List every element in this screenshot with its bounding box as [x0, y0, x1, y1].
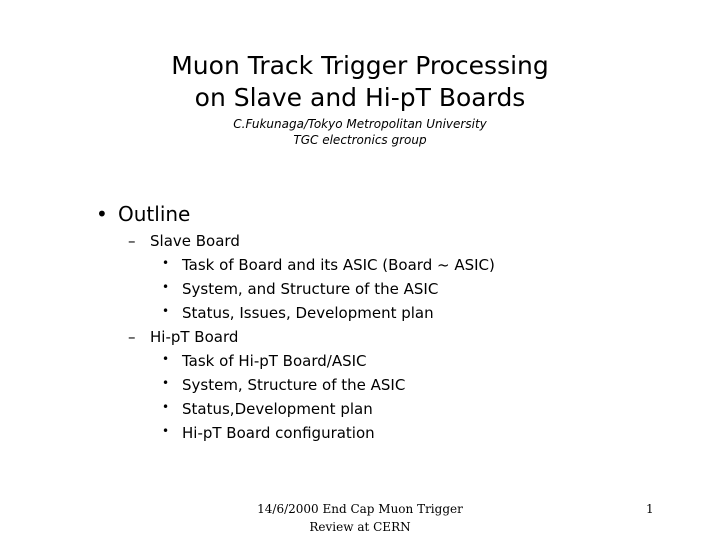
- footer-text: [240, 500, 480, 536]
- bullet-icon: •: [162, 256, 170, 270]
- bullet-icon: •: [162, 304, 170, 318]
- group-line: TGC electronics group: [293, 133, 427, 147]
- author-line: C.Fukunaga/Tokyo Metropolitan University: [233, 117, 487, 131]
- list-item-text: Status,Development plan: [182, 400, 373, 418]
- list-item-text: System, and Structure of the ASIC: [182, 280, 439, 298]
- bullet-icon: •: [96, 202, 108, 226]
- title-line-2: on Slave and Hi-pT Boards: [194, 83, 526, 112]
- list-item-text: System, Structure of the ASIC: [182, 376, 406, 394]
- bullet-icon: •: [162, 400, 170, 414]
- page-number: 1: [646, 502, 654, 516]
- dash-icon: –: [128, 232, 136, 250]
- outline-heading: Outline: [118, 202, 191, 226]
- bullet-icon: •: [162, 376, 170, 390]
- bullet-icon: •: [162, 352, 170, 366]
- bullet-icon: •: [162, 424, 170, 438]
- section-label: Hi-pT Board: [150, 328, 239, 346]
- title-line-1: Muon Track Trigger Processing: [171, 51, 549, 80]
- footer-line-2: Review at CERN: [309, 520, 411, 534]
- bullet-icon: •: [162, 280, 170, 294]
- list-item-text: Hi-pT Board configuration: [182, 424, 375, 442]
- list-item-text: Status, Issues, Development plan: [182, 304, 434, 322]
- list-item-text: Task of Board and its ASIC (Board ~ ASIC): [182, 256, 495, 274]
- footer-line-1: 14/6/2000 End Cap Muon Trigger: [257, 502, 463, 516]
- list-item-text: Task of Hi-pT Board/ASIC: [182, 352, 367, 370]
- dash-icon: –: [128, 328, 136, 346]
- title-block: [0, 50, 720, 148]
- section-label: Slave Board: [150, 232, 240, 250]
